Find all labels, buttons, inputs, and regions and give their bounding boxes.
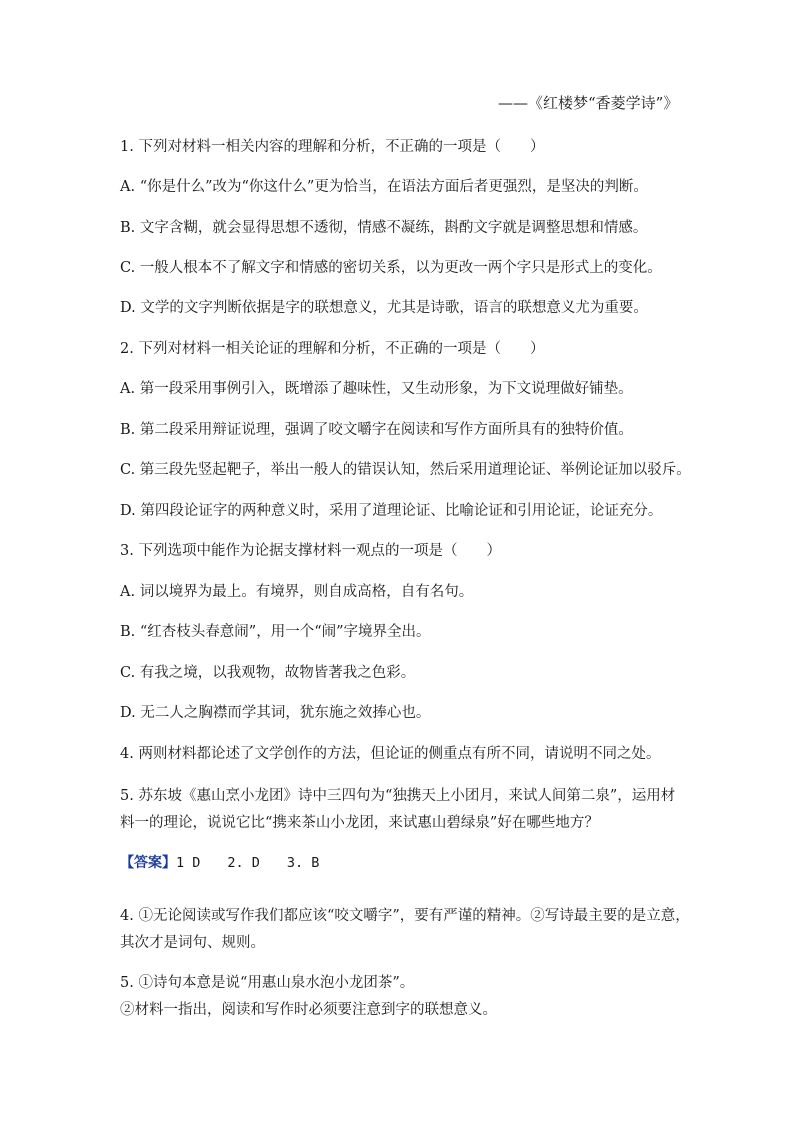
answer-4-line-1: 4. ①无论阅读或写作我们都应该“咬文嚼字”，要有严谨的精神。②写诗最主要的是立意， xyxy=(120,908,690,924)
question-2-option-d: D. 第四段论证字的两种意义时，采用了道理论证、比喻论证和引用论证，论证充分。 xyxy=(120,503,663,519)
question-4: 4. 两则材料都论述了文学创作的方法，但论证的侧重点有所不同，请说明不同之处。 xyxy=(120,746,661,762)
question-2-stem: 2. 下列对材料一相关论证的理解和分析，不正确的一项是（ ） xyxy=(120,341,545,357)
answer-5-line-1: 5. ①诗句本意是说“用惠山泉水泡小龙团茶”。 xyxy=(120,975,415,991)
question-2-option-c: C. 第三段先竖起靶子，举出一般人的错误认知，然后采用道理论证、举例论证加以驳斥。 xyxy=(120,462,691,478)
question-1-option-b: B. 文字含糊，就会显得思想不透彻，情感不凝练，斟酌文字就是调整思想和情感。 xyxy=(120,220,648,236)
question-1-option-d: D. 文学的文字判断依据是字的联想意义，尤其是诗歌，语言的联想意义尤为重要。 xyxy=(120,300,648,316)
question-3-option-d: D. 无二人之胸襟而学其词，犹东施之效捧心也。 xyxy=(120,705,431,721)
question-3-stem: 3. 下列选项中能作为论据支撑材料一观点的一项是（ ） xyxy=(120,543,501,559)
answer-4-line-2: 其次才是词句、规则。 xyxy=(120,935,265,951)
question-1-option-c: C. 一般人根本不了解文字和情感的密切关系，以为更改一两个字只是形式上的变化。 xyxy=(120,260,662,276)
question-3-option-a: A. 词以境界为最上。有境界，则自成高格，自有名句。 xyxy=(120,584,474,600)
question-2-option-a: A. 第一段采用事例引入，既增添了趣味性，又生动形象，为下文说理做好铺垫。 xyxy=(120,381,633,397)
question-3-option-c: C. 有我之境，以我观物，故物皆著我之色彩。 xyxy=(120,665,416,681)
question-2-option-b: B. 第二段采用辩证说理，强调了咬文嚼字在阅读和写作方面所具有的独特价值。 xyxy=(120,422,633,438)
answer-5-line-2: ②材料一指出，阅读和写作时必须要注意到字的联想意义。 xyxy=(120,1002,497,1018)
question-1-option-a: A. “你是什么”改为“你这什么”更为恰当，在语法方面后者更强烈，是坚决的判断。 xyxy=(120,179,648,195)
source-citation: ——《红楼梦“香菱学诗”》 xyxy=(498,94,679,112)
question-5-line-1: 5. 苏东坡《惠山烹小龙团》诗中三四句为“独携天上小团月，来试人间第二泉”，运用材 xyxy=(120,788,676,804)
answer-values: 1 D 2. D 3. B xyxy=(176,855,320,871)
answer-label: 【答案】 xyxy=(120,855,176,871)
question-3-option-b: B. “红杏枝头春意闹”，用一个“闹”字境界全出。 xyxy=(120,624,431,640)
question-5-line-2: 料一的理论，说说它比“携来茶山小龙团，来试惠山碧绿泉”好在哪些地方？ xyxy=(120,815,599,831)
question-1-stem: 1. 下列对材料一相关内容的理解和分析，不正确的一项是（ ） xyxy=(120,139,545,155)
answer-row xyxy=(120,853,319,873)
